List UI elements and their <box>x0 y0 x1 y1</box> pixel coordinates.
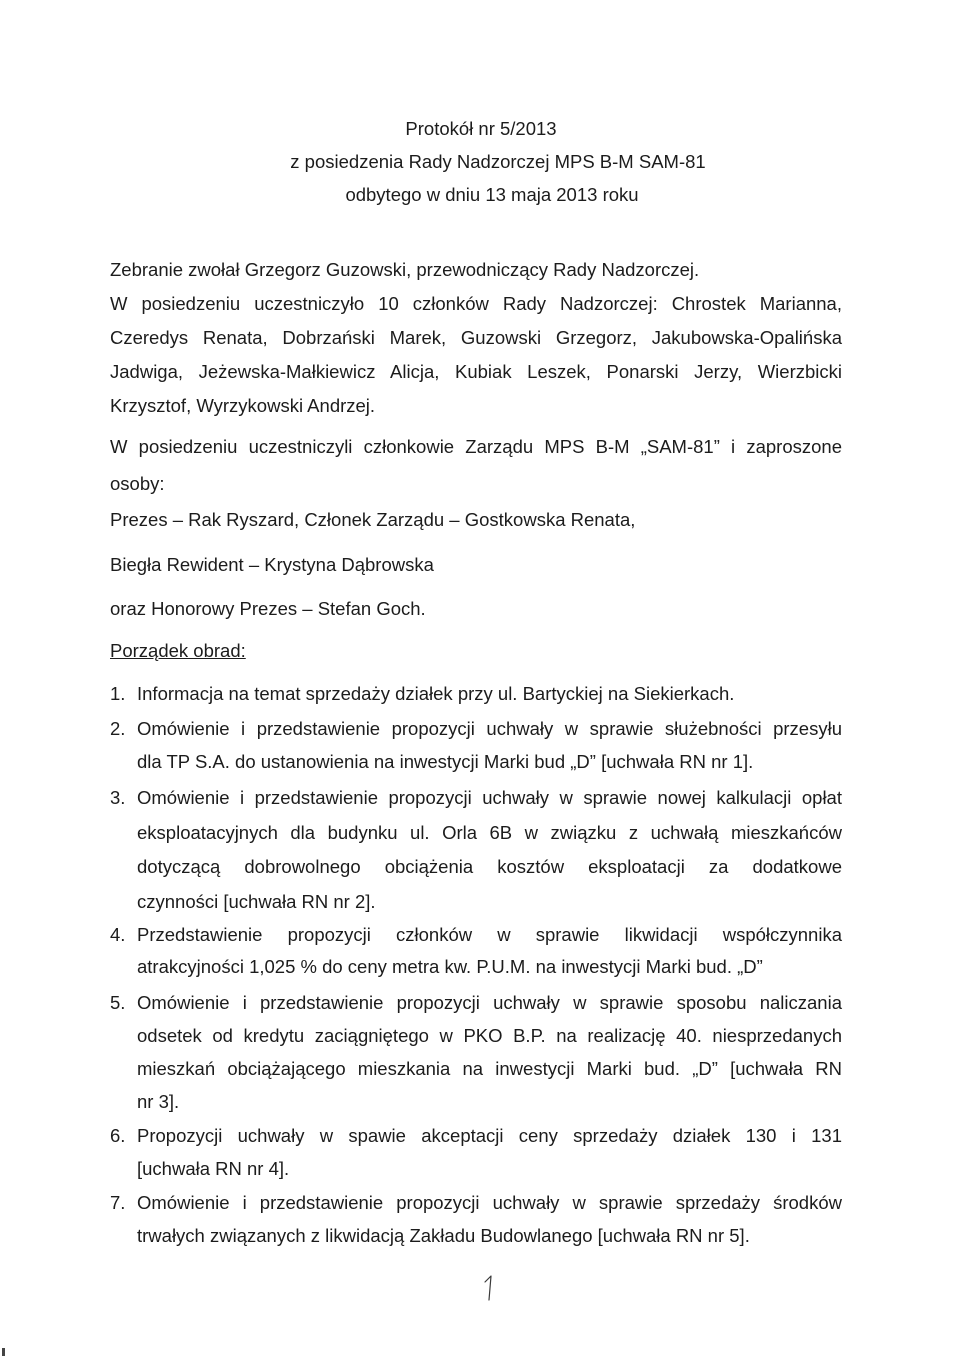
guest-honorary-president: oraz Honorowy Prezes – Stefan Goch. <box>110 598 426 619</box>
agenda-line: eksploatacyjnych dla budynku ul. Orla 6B w związku z uchwałą mieszkańców <box>137 821 842 843</box>
agenda-line: odsetek od kredytu zaciągniętego w PKO B.P. na realizację 40. niesprzedanych <box>137 1025 842 1046</box>
agenda-line: Przedstawienie propozycji członków w sprawie likwidacji współczynnika <box>137 924 842 945</box>
handwritten-one-icon <box>482 1274 496 1302</box>
agenda-item-number: 5. <box>110 992 126 1013</box>
document-title <box>0 112 960 211</box>
intro-line: Zebranie zwołał Grzegorz Guzowski, przewodniczący Rady Nadzorczej. <box>110 259 700 280</box>
agenda-line: [uchwała RN nr 4]. <box>137 1158 290 1179</box>
guest-board-members: Prezes – Rak Ryszard, Członek Zarządu – Gostkowska Renata, <box>110 509 636 530</box>
agenda-item-text <box>137 1119 842 1185</box>
guests-line: osoby: <box>110 473 165 494</box>
intro-line: Jadwiga, Jeżewska-Małkiewicz Alicja, Kubiak Leszek, Ponarski Jerzy, Wierzbicki <box>110 361 842 382</box>
agenda-item-text <box>137 781 842 919</box>
agenda-line: Propozycji uchwały w spawie akceptacji ceny sprzedaży działek 130 i 131 <box>137 1125 842 1146</box>
agenda-item <box>110 712 842 778</box>
agenda-line: Omówienie i przedstawienie propozycji uchwały w sprawie sposobu naliczania <box>137 992 842 1013</box>
agenda-line: Omówienie i przedstawienie propozycji uchwały w sprawie służebności przesyłu <box>137 718 842 739</box>
agenda-item <box>110 1119 842 1185</box>
intro-paragraph <box>110 253 842 423</box>
agenda-line: atrakcyjności 1,025 % do ceny metra kw. P.U.M. na inwestycji Marki bud. „D” <box>137 956 763 977</box>
title-meeting-date: odbytego w dniu 13 maja 2013 roku <box>345 184 639 205</box>
agenda-item-number: 4. <box>110 924 126 945</box>
agenda-item <box>110 986 842 1118</box>
agenda-line: dotyczącą dobrowolnego obciążenia kosztów eksploatacji za dodatkowe <box>137 856 842 877</box>
guests-line: W posiedzeniu uczestniczyli członkowie Zarządu MPS B-M „SAM-81” i zaproszone <box>110 436 842 457</box>
agenda-list <box>110 676 842 1252</box>
handwritten-page-number <box>482 1274 496 1302</box>
agenda-item-number: 3. <box>110 787 126 808</box>
agenda-item <box>110 919 842 983</box>
agenda-item <box>110 781 842 919</box>
guests-paragraph <box>110 428 842 502</box>
agenda-item <box>110 1186 842 1252</box>
intro-line: W posiedzeniu uczestniczyło 10 członków Rady Nadzorczej: Chrostek Marianna, <box>110 293 842 314</box>
agenda-line: Omówienie i przedstawienie propozycji uchwały w sprawie sprzedaży środków <box>137 1192 842 1213</box>
agenda-item-text <box>137 712 842 778</box>
intro-line: Krzysztof, Wyrzykowski Andrzej. <box>110 395 376 416</box>
scan-artifact <box>2 1348 5 1356</box>
agenda-line: dla TP S.A. do ustanowienia na inwestycji Marki bud „D” [uchwała RN nr 1]. <box>137 751 754 772</box>
agenda-item-number: 2. <box>110 718 126 739</box>
agenda-line: mieszkań obciążającego mieszkania na inwestycji Marki bud. „D” [uchwała RN <box>137 1058 842 1079</box>
agenda-line: Omówienie i przedstawienie propozycji uchwały w sprawie nowej kalkulacji opłat <box>137 787 842 808</box>
guest-auditor: Biegła Rewident – Krystyna Dąbrowska <box>110 554 434 575</box>
agenda-item-text <box>137 986 842 1118</box>
agenda-item <box>110 676 842 712</box>
agenda-item-number: 1. <box>110 683 126 704</box>
agenda-item-number: 6. <box>110 1125 126 1146</box>
title-protocol-number: Protokół nr 5/2013 <box>405 118 557 139</box>
agenda-item-text <box>137 919 842 983</box>
agenda-line: Informacja na temat sprzedaży działek przy ul. Bartyckiej na Siekierkach. <box>137 683 735 704</box>
intro-line: Czeredys Renata, Dobrzański Marek, Guzowski Grzegorz, Jakubowska-Opalińska <box>110 327 842 348</box>
agenda-item-number: 7. <box>110 1192 126 1213</box>
agenda-item-text <box>137 1186 842 1252</box>
title-meeting-body: z posiedzenia Rady Nadzorczej MPS B-M SAM-81 <box>290 151 706 172</box>
agenda-heading: Porządek obrad: <box>110 640 246 661</box>
agenda-line: czynności [uchwała RN nr 2]. <box>137 890 376 912</box>
agenda-item-text <box>137 676 842 712</box>
agenda-line: nr 3]. <box>137 1091 180 1112</box>
agenda-line: trwałych związanych z likwidacją Zakładu Budowlanego [uchwała RN nr 5]. <box>137 1225 750 1246</box>
